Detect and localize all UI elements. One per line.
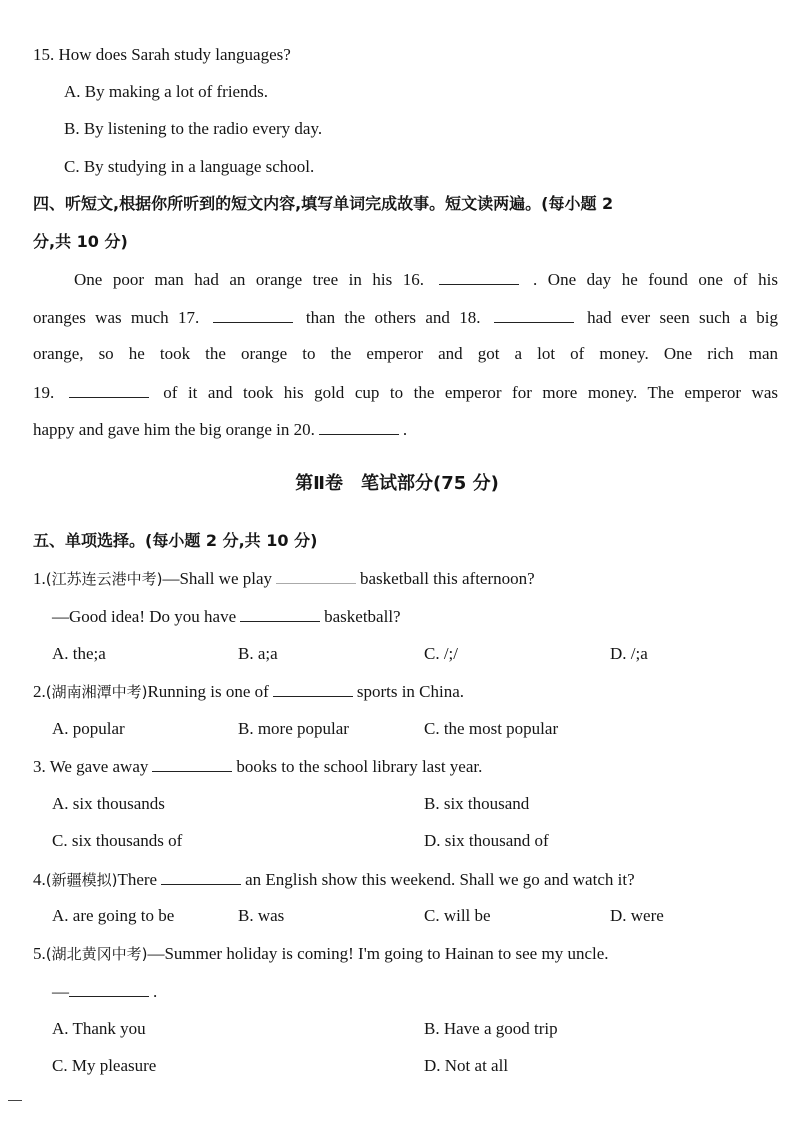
q2-option-b: B. more popular xyxy=(238,719,349,738)
q5-option-c: C. My pleasure xyxy=(52,1056,157,1075)
passage-line-1 xyxy=(74,268,778,291)
question-number: 1. xyxy=(33,569,46,588)
q2-option-a: A. popular xyxy=(52,719,125,738)
question-text: —Summer holiday is coming! I'm going to Hainan to see my uncle. xyxy=(147,944,609,963)
blank-20 xyxy=(319,418,399,435)
q5-option-d: D. Not at all xyxy=(424,1056,509,1075)
passage-text: of it and took his gold cup to the emperor for more money. The emperor was xyxy=(163,383,778,402)
question-text: sports in China. xyxy=(356,682,465,701)
q4-option-d: D. were xyxy=(610,906,664,925)
blank-18 xyxy=(494,306,574,323)
q3-option-a: A. six thousands xyxy=(52,794,165,813)
q1-option-c: C. /;/ xyxy=(424,644,459,663)
question-3 xyxy=(33,755,482,778)
blank-19 xyxy=(69,381,149,398)
answer-blank xyxy=(276,567,356,584)
question-1 xyxy=(33,567,535,590)
answer-blank xyxy=(161,868,241,885)
question-text: an English show this weekend. Shall we go and watch it? xyxy=(245,870,635,889)
passage-text: oranges was much 17. xyxy=(33,308,200,327)
question-2 xyxy=(33,680,464,703)
question-number: 2. xyxy=(33,682,46,701)
question-text: basketball? xyxy=(324,607,401,626)
q4-option-b: B. was xyxy=(238,906,285,925)
q15-option-a: A. By making a lot of friends. xyxy=(64,82,268,101)
question-4 xyxy=(33,868,635,891)
question-text: —Shall we play xyxy=(162,569,273,588)
question-15: 15. How does Sarah study languages? xyxy=(33,45,291,64)
section-2-title: 第Ⅱ卷 笔试部分(75 分) xyxy=(295,473,499,494)
q1-option-d: D. /;a xyxy=(610,644,648,663)
q15-option-c: C. By studying in a language school. xyxy=(64,157,315,176)
q4-option-a: A. are going to be xyxy=(52,906,175,925)
q1-option-a: A. the;a xyxy=(52,644,106,663)
passage-text: 19. xyxy=(33,383,55,402)
q5-option-b: B. Have a good trip xyxy=(424,1019,558,1038)
blank-17 xyxy=(213,306,293,323)
question-1-line-2 xyxy=(52,605,401,628)
question-5-line-2 xyxy=(52,980,157,1003)
passage-line-3: orange, so he took the orange to the emperor and got a lot of money. One rich man xyxy=(33,344,778,363)
answer-blank xyxy=(69,980,149,997)
source-tag: (湖北黄冈中考) xyxy=(45,945,148,963)
part4-heading-cont: 分,共 10 分) xyxy=(33,232,128,251)
q1-option-b: B. a;a xyxy=(238,644,278,663)
question-text: . xyxy=(153,982,158,1001)
page-corner-mark xyxy=(8,1100,22,1101)
q3-option-d: D. six thousand of xyxy=(424,831,549,850)
answer-blank xyxy=(152,755,232,772)
question-5 xyxy=(33,943,609,965)
q15-option-b: B. By listening to the radio every day. xyxy=(64,119,323,138)
q3-option-b: B. six thousand xyxy=(424,794,530,813)
question-text: There xyxy=(117,870,158,889)
q3-option-c: C. six thousands of xyxy=(52,831,183,850)
question-text: —Good idea! Do you have xyxy=(52,607,237,626)
source-tag: (江苏连云港中考) xyxy=(45,570,163,588)
question-text: Running is one of xyxy=(147,682,269,701)
passage-text: . One day he found one of his xyxy=(533,270,778,289)
passage-line-5 xyxy=(33,418,407,441)
passage-text: had ever seen such a big xyxy=(587,308,779,327)
passage-text: happy and gave him the big orange in 20. xyxy=(33,420,315,439)
passage-line-4 xyxy=(33,381,778,404)
blank-16 xyxy=(439,268,519,285)
question-text: basketball this afternoon? xyxy=(360,569,535,588)
question-text: books to the school library last year. xyxy=(236,757,483,776)
question-number: 4. xyxy=(33,870,46,889)
passage-line-2 xyxy=(33,306,778,329)
source-tag: (新疆模拟) xyxy=(45,871,118,889)
question-number: 5. xyxy=(33,944,46,963)
passage-text: than the others and 18. xyxy=(305,308,481,327)
answer-blank xyxy=(240,605,320,622)
part5-heading: 五、单项选择。(每小题 2 分,共 10 分) xyxy=(33,531,318,550)
q5-option-a: A. Thank you xyxy=(52,1019,146,1038)
question-text: — xyxy=(52,982,69,1001)
source-tag: (湖南湘潭中考) xyxy=(45,683,148,701)
answer-blank xyxy=(273,680,353,697)
question-text: 3. We gave away xyxy=(33,757,149,776)
part4-heading: 四、听短文,根据你所听到的短文内容,填写单词完成故事。短文读两遍。(每小题 2 xyxy=(33,194,614,213)
passage-text: . xyxy=(402,420,408,439)
q2-option-c: C. the most popular xyxy=(424,719,559,738)
passage-text: One poor man had an orange tree in his 16. xyxy=(74,270,424,289)
q4-option-c: C. will be xyxy=(424,906,491,925)
